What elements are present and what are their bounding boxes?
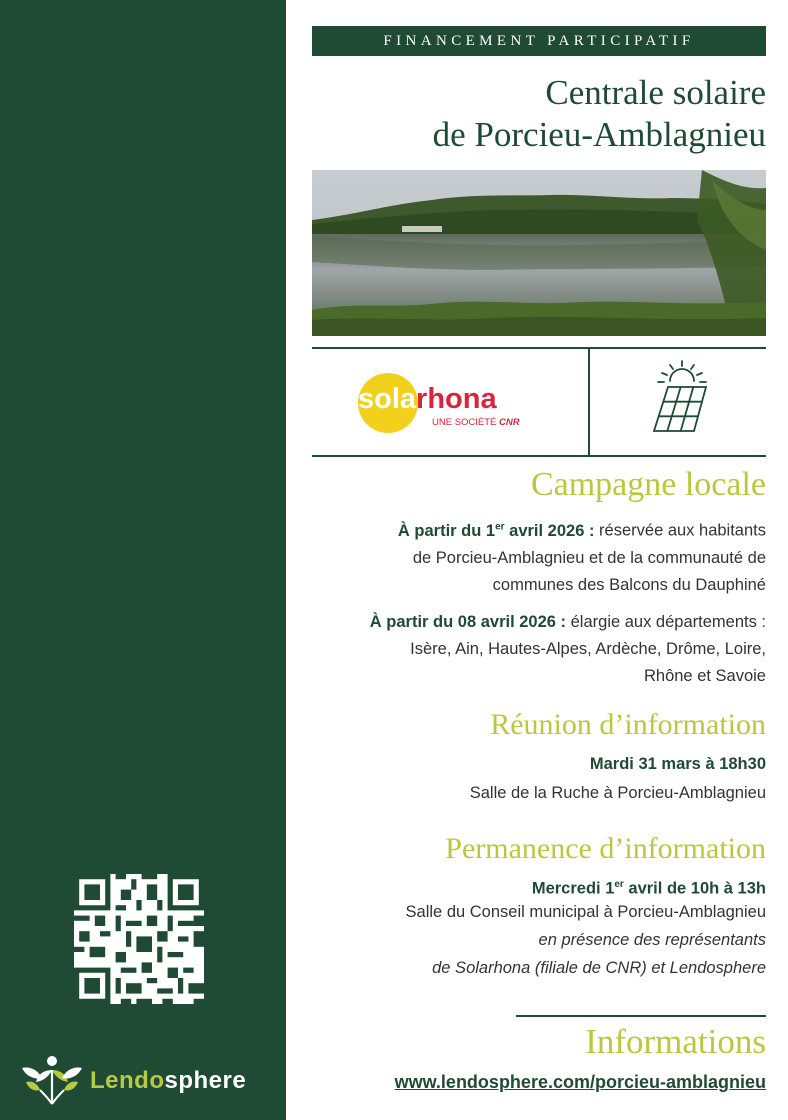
campagne-heading: Campagne locale	[530, 466, 766, 503]
page-title	[433, 72, 766, 156]
title-line-1: Centrale solaire	[545, 73, 766, 112]
permanence-heading: Permanence d’information	[445, 832, 766, 865]
solar-panel-icon	[648, 357, 712, 435]
reunion-date: Mardi 31 mars à 18h30	[589, 755, 766, 773]
solarhona-logo: solarhona	[358, 383, 497, 415]
campagne-paragraph-1: À partir du 1er avril 2026 : réservée aux habitants de Porcieu-Amblagnieu et de la communauté de communes des Balcons du Dauphiné	[397, 521, 766, 594]
title-line-2: de Porcieu-Amblagnieu	[432, 115, 766, 154]
campagne-paragraph-2: À partir du 08 avril 2026 : élargie aux départements : Isère, Ain, Hautes-Alpes, Ardèche, Drôme, Loire, Rhône et Savoie	[369, 613, 766, 685]
reunion-place: Salle de la Ruche à Porcieu-Amblagnieu	[469, 784, 766, 802]
qr-code[interactable]	[74, 874, 204, 1004]
permanence-date: Mercredi 1er avril de 10h à 13h	[531, 879, 766, 898]
informations-link[interactable]: www.lendosphere.com/porcieu-amblagnieu	[394, 1072, 766, 1092]
lake-photo	[312, 170, 766, 336]
logo-band	[312, 347, 766, 457]
permanence-note-1: en présence des représentants	[538, 931, 766, 949]
logo-divider	[588, 349, 590, 455]
permanence-note-2: de Solarhona (filiale de CNR) et Lendosphere	[432, 959, 766, 977]
permanence-place: Salle du Conseil municipal à Porcieu-Amblagnieu	[405, 903, 766, 921]
lendosphere-leaf-icon	[20, 1054, 84, 1106]
reunion-heading: Réunion d’information	[490, 708, 766, 741]
sidebar	[0, 0, 286, 1120]
banner: FINANCEMENT PARTICIPATIF	[312, 26, 766, 56]
informations-heading: Informations	[585, 1022, 766, 1061]
informations-rule	[516, 1015, 766, 1017]
solarhona-tagline: UNE SOCIÉTÉ CNR	[432, 417, 520, 428]
lendosphere-wordmark: Lendosphere	[90, 1067, 247, 1094]
main-content	[286, 0, 788, 1120]
